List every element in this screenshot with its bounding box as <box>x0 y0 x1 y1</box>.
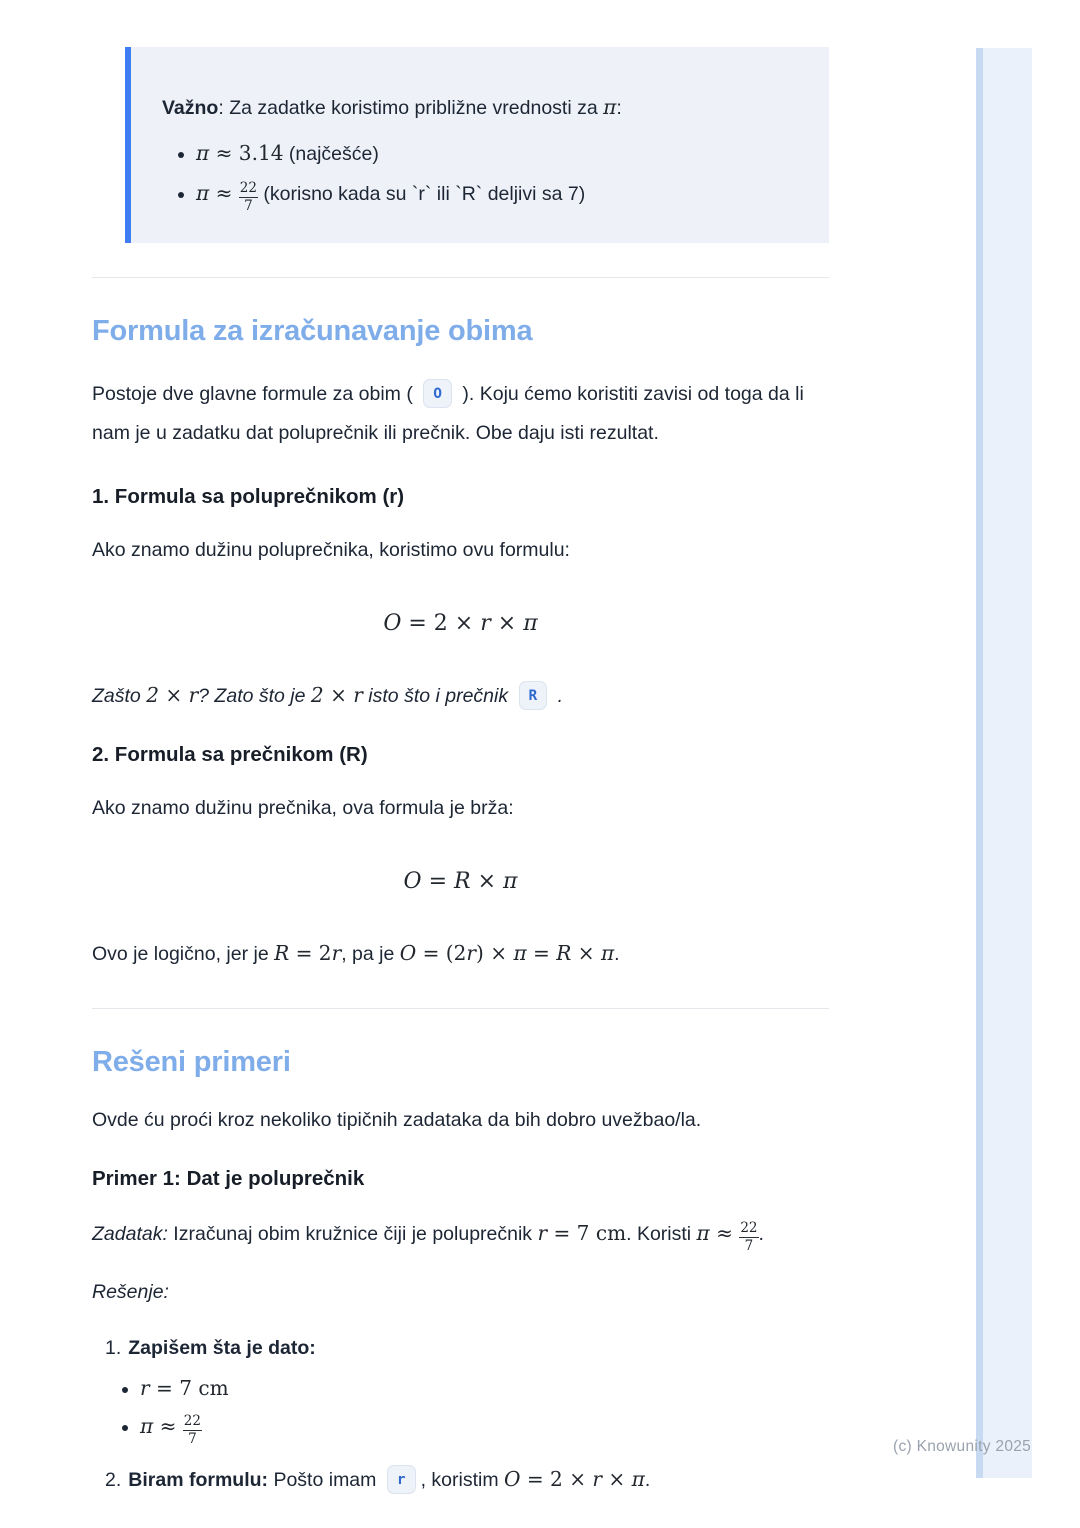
solution-steps <box>105 1334 829 1495</box>
paragraph-text: Postoje dve glavne formule za obim ( <box>92 382 419 405</box>
lead-paragraph: Ako znamo dužinu poluprečnika, koristimo ovu formulu: <box>92 538 570 561</box>
inline-code-O: O <box>423 379 452 409</box>
paragraph-text: ). Koju ćemo koristiti zavisi od toga da li nam je u zadatku dat poluprečnik ili prečnik. Obe daju isti rezultat. <box>92 382 804 444</box>
step-number: 2. <box>105 1468 122 1491</box>
fraction-numerator: 22 <box>183 1414 202 1431</box>
step-title: Zapišem šta je dato: <box>128 1337 316 1360</box>
formula-radius: O = 2 × r × π <box>383 610 538 636</box>
step-1-bullets <box>105 1376 829 1447</box>
inline-code-R: R <box>519 681 548 711</box>
note-text: Zašto <box>92 684 147 707</box>
list-item <box>140 1376 829 1401</box>
inline-math: R = 2r <box>274 941 342 966</box>
callout-bullet-list <box>162 141 799 214</box>
step-text: , koristim <box>420 1468 504 1491</box>
inline-math: O = 2 × r × π <box>503 1466 645 1491</box>
note-text: . <box>552 684 564 707</box>
formula-diameter: O = R × π <box>403 869 518 895</box>
lead-paragraph: Ako znamo dužinu prečnika, ova formula je brža: <box>92 797 514 820</box>
step-text: . <box>644 1468 651 1491</box>
task-paragraph <box>92 1218 829 1254</box>
next-page-preview-strip[interactable] <box>976 48 1032 1478</box>
fraction-denominator: 7 <box>188 1431 197 1448</box>
inline-math: π ≈ <box>140 1414 183 1439</box>
callout-intro-suffix: : <box>616 96 622 119</box>
step-text: Pošto imam <box>268 1468 382 1491</box>
callout-intro-text: : Za zadatke koristimo približne vrednosti za <box>218 96 604 119</box>
note-paragraph <box>92 938 829 969</box>
subheading-formula-R: 2. Formula sa prečnikom (R) <box>92 743 368 767</box>
document-content <box>92 0 829 1495</box>
section-heading-primeri: Rešeni primeri <box>92 1045 291 1078</box>
step-2 <box>105 1464 829 1495</box>
note-paragraph <box>92 680 829 711</box>
fraction-denominator: 7 <box>744 1237 754 1254</box>
section-heading-obim: Formula za izračunavanje obima <box>92 314 533 347</box>
section-intro-paragraph: Ovde ću proći kroz nekoliko tipičnih zadataka da bih dobro uvežbao/la. <box>92 1108 702 1131</box>
fraction-22-7 <box>239 181 258 214</box>
inline-math: 2 × r <box>310 682 363 707</box>
section-intro-paragraph <box>92 375 829 453</box>
pi-approx-value: π ≈ 3.14 <box>196 141 284 166</box>
inline-math: r = 7 cm <box>140 1376 229 1401</box>
callout-intro <box>162 93 799 122</box>
list-item <box>140 1414 829 1447</box>
step-title: Biram formulu: <box>128 1468 269 1491</box>
section-divider <box>92 1008 829 1009</box>
task-text: Izračunaj obim kružnice čiji je poluprečnik <box>167 1222 538 1245</box>
note-text: . <box>614 943 620 966</box>
list-item-text: (najčešće) <box>283 143 379 166</box>
inline-math: O = (2r) × π = R × π <box>399 941 615 966</box>
fraction-numerator: 22 <box>739 1221 758 1238</box>
fraction-22-7 <box>183 1414 202 1447</box>
pi-approx-prefix: π ≈ <box>196 181 239 206</box>
pi-symbol: π <box>603 94 617 119</box>
fraction-denominator: 7 <box>244 198 253 215</box>
task-text: . Koristi <box>626 1222 697 1245</box>
task-text: . <box>758 1222 764 1245</box>
list-item <box>196 141 799 166</box>
note-text: Ovo je logično, jer je <box>92 943 275 966</box>
inline-math: 2 × r <box>146 682 199 707</box>
subheading-primer-1: Primer 1: Dat je poluprečnik <box>92 1166 365 1190</box>
note-text: isto što i prečnik <box>362 684 514 707</box>
section-divider <box>92 277 829 278</box>
list-item-text: (korisno kada su `r` ili `R` deljivi sa 7) <box>257 183 586 206</box>
step-1 <box>105 1334 829 1363</box>
inline-math: r = 7 cm <box>537 1220 627 1245</box>
list-item <box>196 181 799 214</box>
subheading-formula-r: 1. Formula sa poluprečnikom (r) <box>92 484 405 508</box>
copyright-credit: (c) Knowunity 2025 <box>893 1438 1032 1455</box>
inline-math: π ≈ <box>696 1220 740 1245</box>
important-callout <box>125 47 829 243</box>
callout-title: Važno <box>162 96 219 119</box>
note-text: ? Zato što je <box>198 684 311 707</box>
fraction-22-7 <box>739 1221 758 1254</box>
note-text: , pa je <box>341 943 400 966</box>
inline-code-r: r <box>387 1465 416 1495</box>
task-label: Zadatak: <box>92 1222 168 1245</box>
step-number: 1. <box>105 1337 122 1360</box>
solution-label: Rešenje: <box>92 1280 169 1303</box>
fraction-numerator: 22 <box>239 181 258 198</box>
